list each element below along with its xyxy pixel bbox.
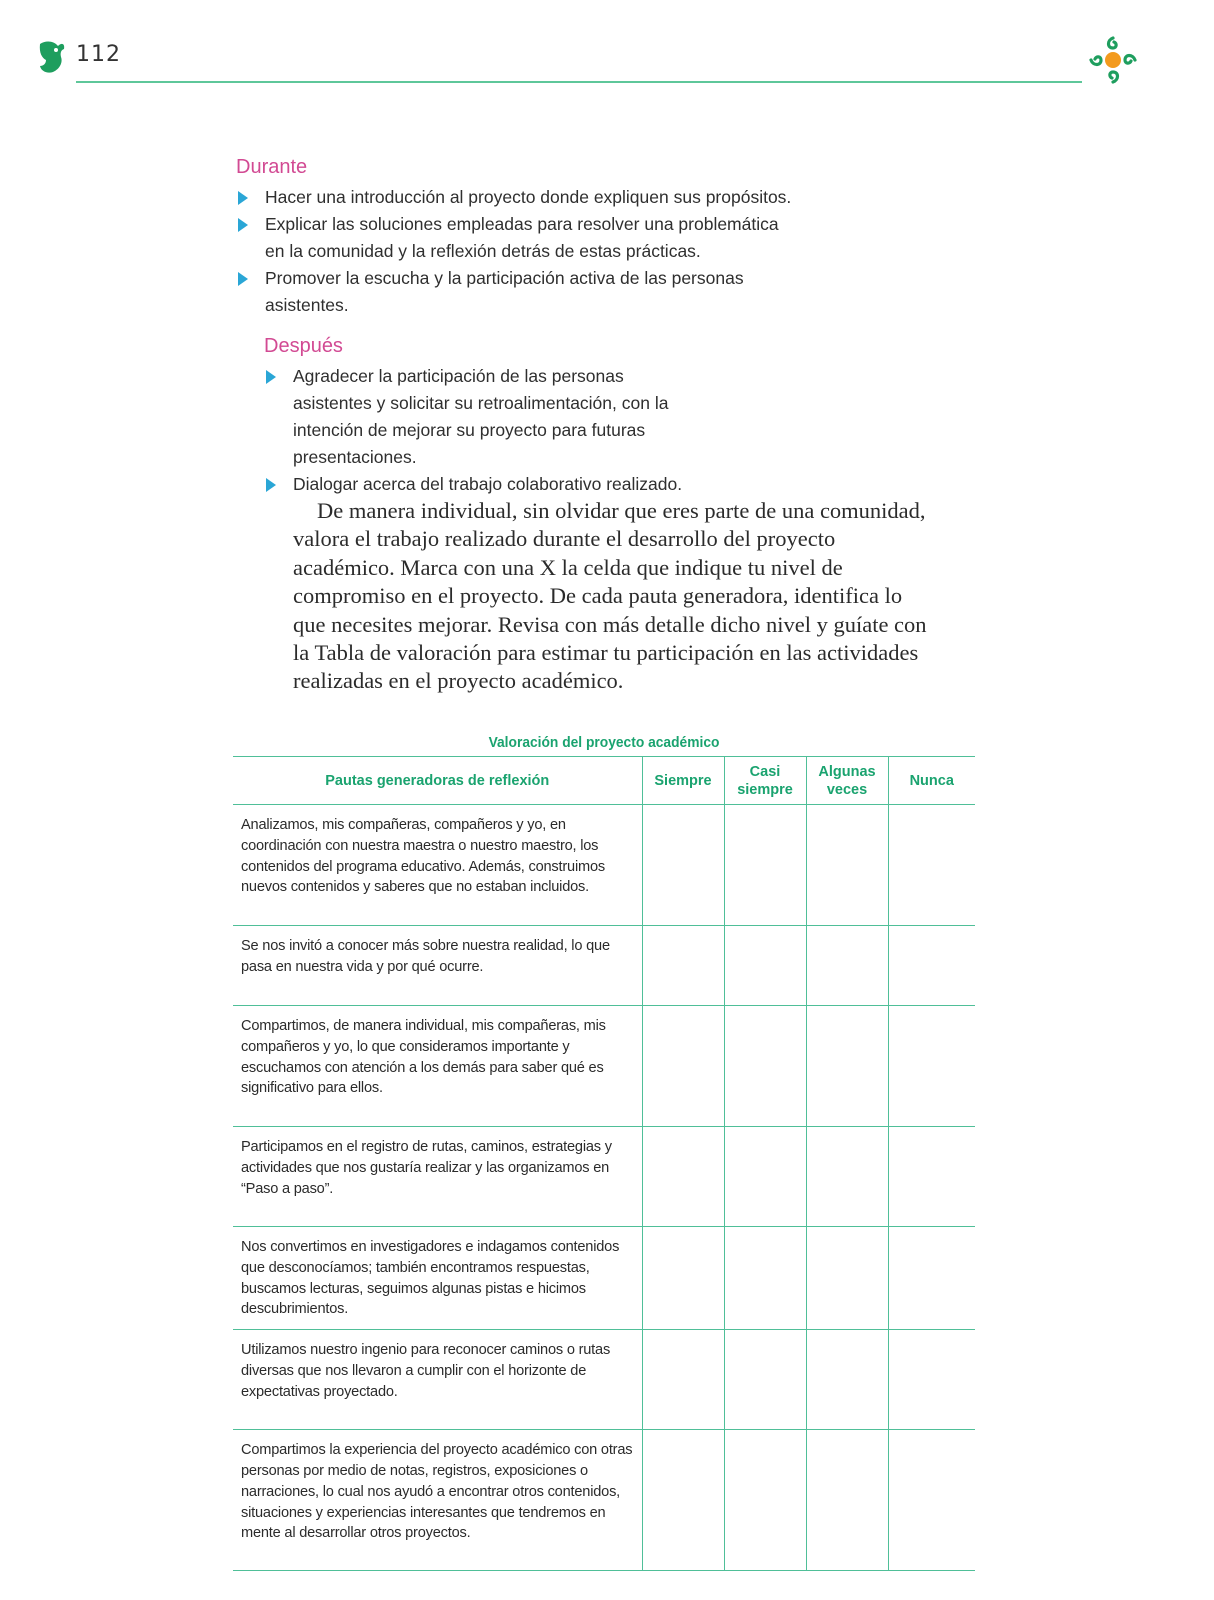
pauta-text: Compartimos, de manera individual, mis compañeras, mis compañeros y yo, lo que consideramos importante y escuchamos con atención a los demás para saber qué es significativo para ellos. [233, 1006, 642, 1127]
mark-cell-siempre[interactable] [642, 805, 724, 926]
rating-table [233, 756, 975, 1571]
header-pautas: Pautas generadoras de reflexión [233, 757, 642, 805]
mark-cell-casi-siempre[interactable] [724, 1127, 806, 1227]
table-header-row [233, 757, 975, 805]
mark-cell-nunca[interactable] [888, 1127, 975, 1227]
table-row [233, 805, 975, 926]
mark-cell-nunca[interactable] [888, 1227, 975, 1330]
table-title: Valoración del proyecto académico [488, 734, 720, 751]
bullet-arrow-icon [266, 478, 276, 492]
durante-list [236, 184, 816, 319]
mark-cell-nunca[interactable] [888, 1330, 975, 1430]
header-algunas-veces: Algunas veces [806, 757, 888, 805]
table-row [233, 1330, 975, 1430]
pauta-text: Utilizamos nuestro ingenio para reconocer caminos o rutas diversas que nos llevaron a cumplir con el horizonte de expectativas proyectado. [233, 1330, 642, 1430]
mark-cell-siempre[interactable] [642, 926, 724, 1006]
bullet-arrow-icon [238, 272, 248, 286]
mark-cell-casi-siempre[interactable] [724, 926, 806, 1006]
mark-cell-nunca[interactable] [888, 1430, 975, 1571]
table-row [233, 1127, 975, 1227]
table-row [233, 1430, 975, 1571]
list-item: Hacer una introducción al proyecto donde expliquen sus propósitos. [236, 184, 816, 211]
mark-cell-nunca[interactable] [888, 1006, 975, 1127]
pauta-text: Participamos en el registro de rutas, caminos, estrategias y actividades que nos gustaría realizar y las organizamos en “Paso a paso”. [233, 1127, 642, 1227]
mark-cell-algunas-veces[interactable] [806, 1430, 888, 1571]
mark-cell-algunas-veces[interactable] [806, 805, 888, 926]
mark-cell-algunas-veces[interactable] [806, 1227, 888, 1330]
mark-cell-siempre[interactable] [642, 1127, 724, 1227]
mark-cell-siempre[interactable] [642, 1330, 724, 1430]
header-nunca: Nunca [888, 757, 975, 805]
mark-cell-casi-siempre[interactable] [724, 1330, 806, 1430]
mark-cell-casi-siempre[interactable] [724, 805, 806, 926]
pauta-text: Se nos invitó a conocer más sobre nuestra realidad, lo que pasa en nuestra vida y por qué ocurre. [233, 926, 642, 1006]
mark-cell-algunas-veces[interactable] [806, 1006, 888, 1127]
despues-list [264, 363, 704, 498]
despues-heading: Después [264, 335, 343, 357]
header-rule [76, 81, 1082, 83]
mark-cell-casi-siempre[interactable] [724, 1430, 806, 1571]
mark-cell-casi-siempre[interactable] [724, 1227, 806, 1330]
bullet-arrow-icon [266, 370, 276, 384]
mark-cell-algunas-veces[interactable] [806, 1330, 888, 1430]
durante-heading: Durante [236, 156, 308, 178]
mark-cell-siempre[interactable] [642, 1227, 724, 1330]
list-item: Agradecer la participación de las personas asistentes y solicitar su retroalimentación, con la intención de mejorar su proyecto para futuras presentaciones. [264, 363, 704, 471]
pauta-text: Compartimos la experiencia del proyecto académico con otras personas por medio de notas, registros, exposiciones o narraciones, lo cual nos ayudó a encontrar otros contenidos, situaciones y experiencias interesantes que tendremos en mente al desarrollar otros proyectos. [233, 1430, 642, 1571]
list-item: Explicar las soluciones empleadas para resolver una problemática en la comunidad y la reflexión detrás de estas prácticas. [236, 211, 780, 265]
mark-cell-algunas-veces[interactable] [806, 1127, 888, 1227]
mark-cell-siempre[interactable] [642, 1430, 724, 1571]
flower-emblem-icon [1087, 34, 1139, 86]
header-siempre: Siempre [642, 757, 724, 805]
mark-cell-nunca[interactable] [888, 805, 975, 926]
mark-cell-casi-siempre[interactable] [724, 1006, 806, 1127]
list-item: Promover la escucha y la participación activa de las personas asistentes. [236, 265, 765, 319]
bullet-arrow-icon [238, 218, 248, 232]
mark-cell-siempre[interactable] [642, 1006, 724, 1127]
header-casi-siempre: Casi siempre [724, 757, 806, 805]
list-item: Dialogar acerca del trabajo colaborativo realizado. [264, 471, 704, 498]
table-row [233, 1227, 975, 1330]
bullet-arrow-icon [238, 191, 248, 205]
instruction-paragraph: De manera individual, sin olvidar que eres parte de una comunidad, valora el trabajo realizado durante el desarrollo del proyecto académico. Marca con una X la celda que indique tu nivel de compromiso en el proyecto. De cada pauta generadora, identifica lo que necesites mejorar. Revisa con más detalle dicho nivel y guíate con la Tabla de valoración para estimar tu participación en las actividades realizadas en el proyecto académico. [293, 498, 927, 694]
table-row [233, 1006, 975, 1127]
page-number: 112 [76, 42, 121, 67]
table-row [233, 926, 975, 1006]
mark-cell-nunca[interactable] [888, 926, 975, 1006]
pauta-text: Analizamos, mis compañeras, compañeros y yo, en coordinación con nuestra maestra o nuestro maestro, los contenidos del programa educativo. Además, construimos nuevos contenidos y saberes que no estaban incluidos. [233, 805, 642, 926]
mark-cell-algunas-veces[interactable] [806, 926, 888, 1006]
pauta-text: Nos convertimos en investigadores e indagamos contenidos que desconocíamos; también encontramos respuestas, buscamos lecturas, seguimos algunas pistas e hicimos descubrimientos. [233, 1227, 642, 1330]
book-logo-icon [36, 38, 66, 76]
